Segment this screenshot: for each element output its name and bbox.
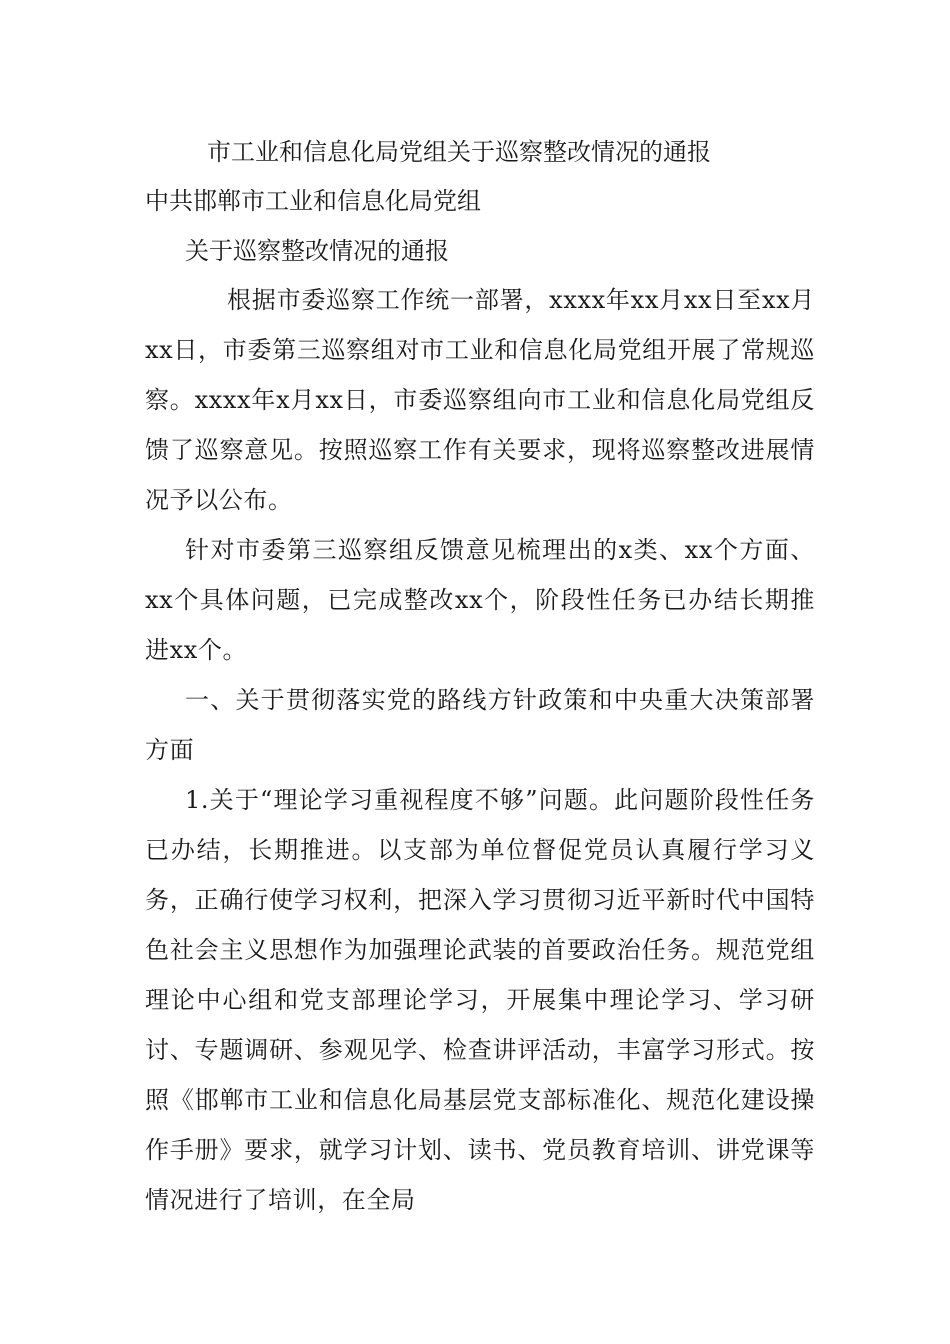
paragraph-rectification-summary: 针对市委第三巡察组反馈意见梳理出的x类、xx个方面、xx个具体问题，已完成整改xx个，阶段性任务已办结长期推进xx个。 [145,536,815,664]
issuing-organization: 中共邯郸市工业和信息化局党组 [145,187,481,215]
section-heading-one: 一、关于贯彻落实党的路线方针政策和中央重大决策部署方面 [145,686,815,764]
document-subtitle: 关于巡察整改情况的通报 [185,237,449,265]
paragraph-inspection-overview: 根据市委巡察工作统一部署，xxxx年xx月xx日至xx月xx日，市委第三巡察组对市工业和信息化局党组开展了常规巡察。xxxx年x月xx日，市委巡察组向市工业和信息化局党组反馈了巡察意见。按照巡察工作有关要求，现将巡察整改进展情况予以公布。 [145,286,815,514]
document-title: 市工业和信息化局党组关于巡察整改情况的通报 [207,138,711,166]
paragraph-item-one: 1.关于“理论学习重视程度不够”问题。此问题阶段性任务已办结，长期推进。以支部为单位督促党员认真履行学习义务，正确行使学习权利，把深入学习贯彻习近平新时代中国特色社会主义思想作为加强理论武装的首要政治任务。规范党组理论中心组和党支部理论学习，开展集中理论学习、学习研讨、专题调研、参观见学、检查讲评活动，丰富学习形式。按照《邯郸市工业和信息化局基层党支部标准化、规范化建设操作手册》要求，就学习计划、读书、党员教育培训、讲党课等情况进行了培训，在全局 [145,786,815,1214]
